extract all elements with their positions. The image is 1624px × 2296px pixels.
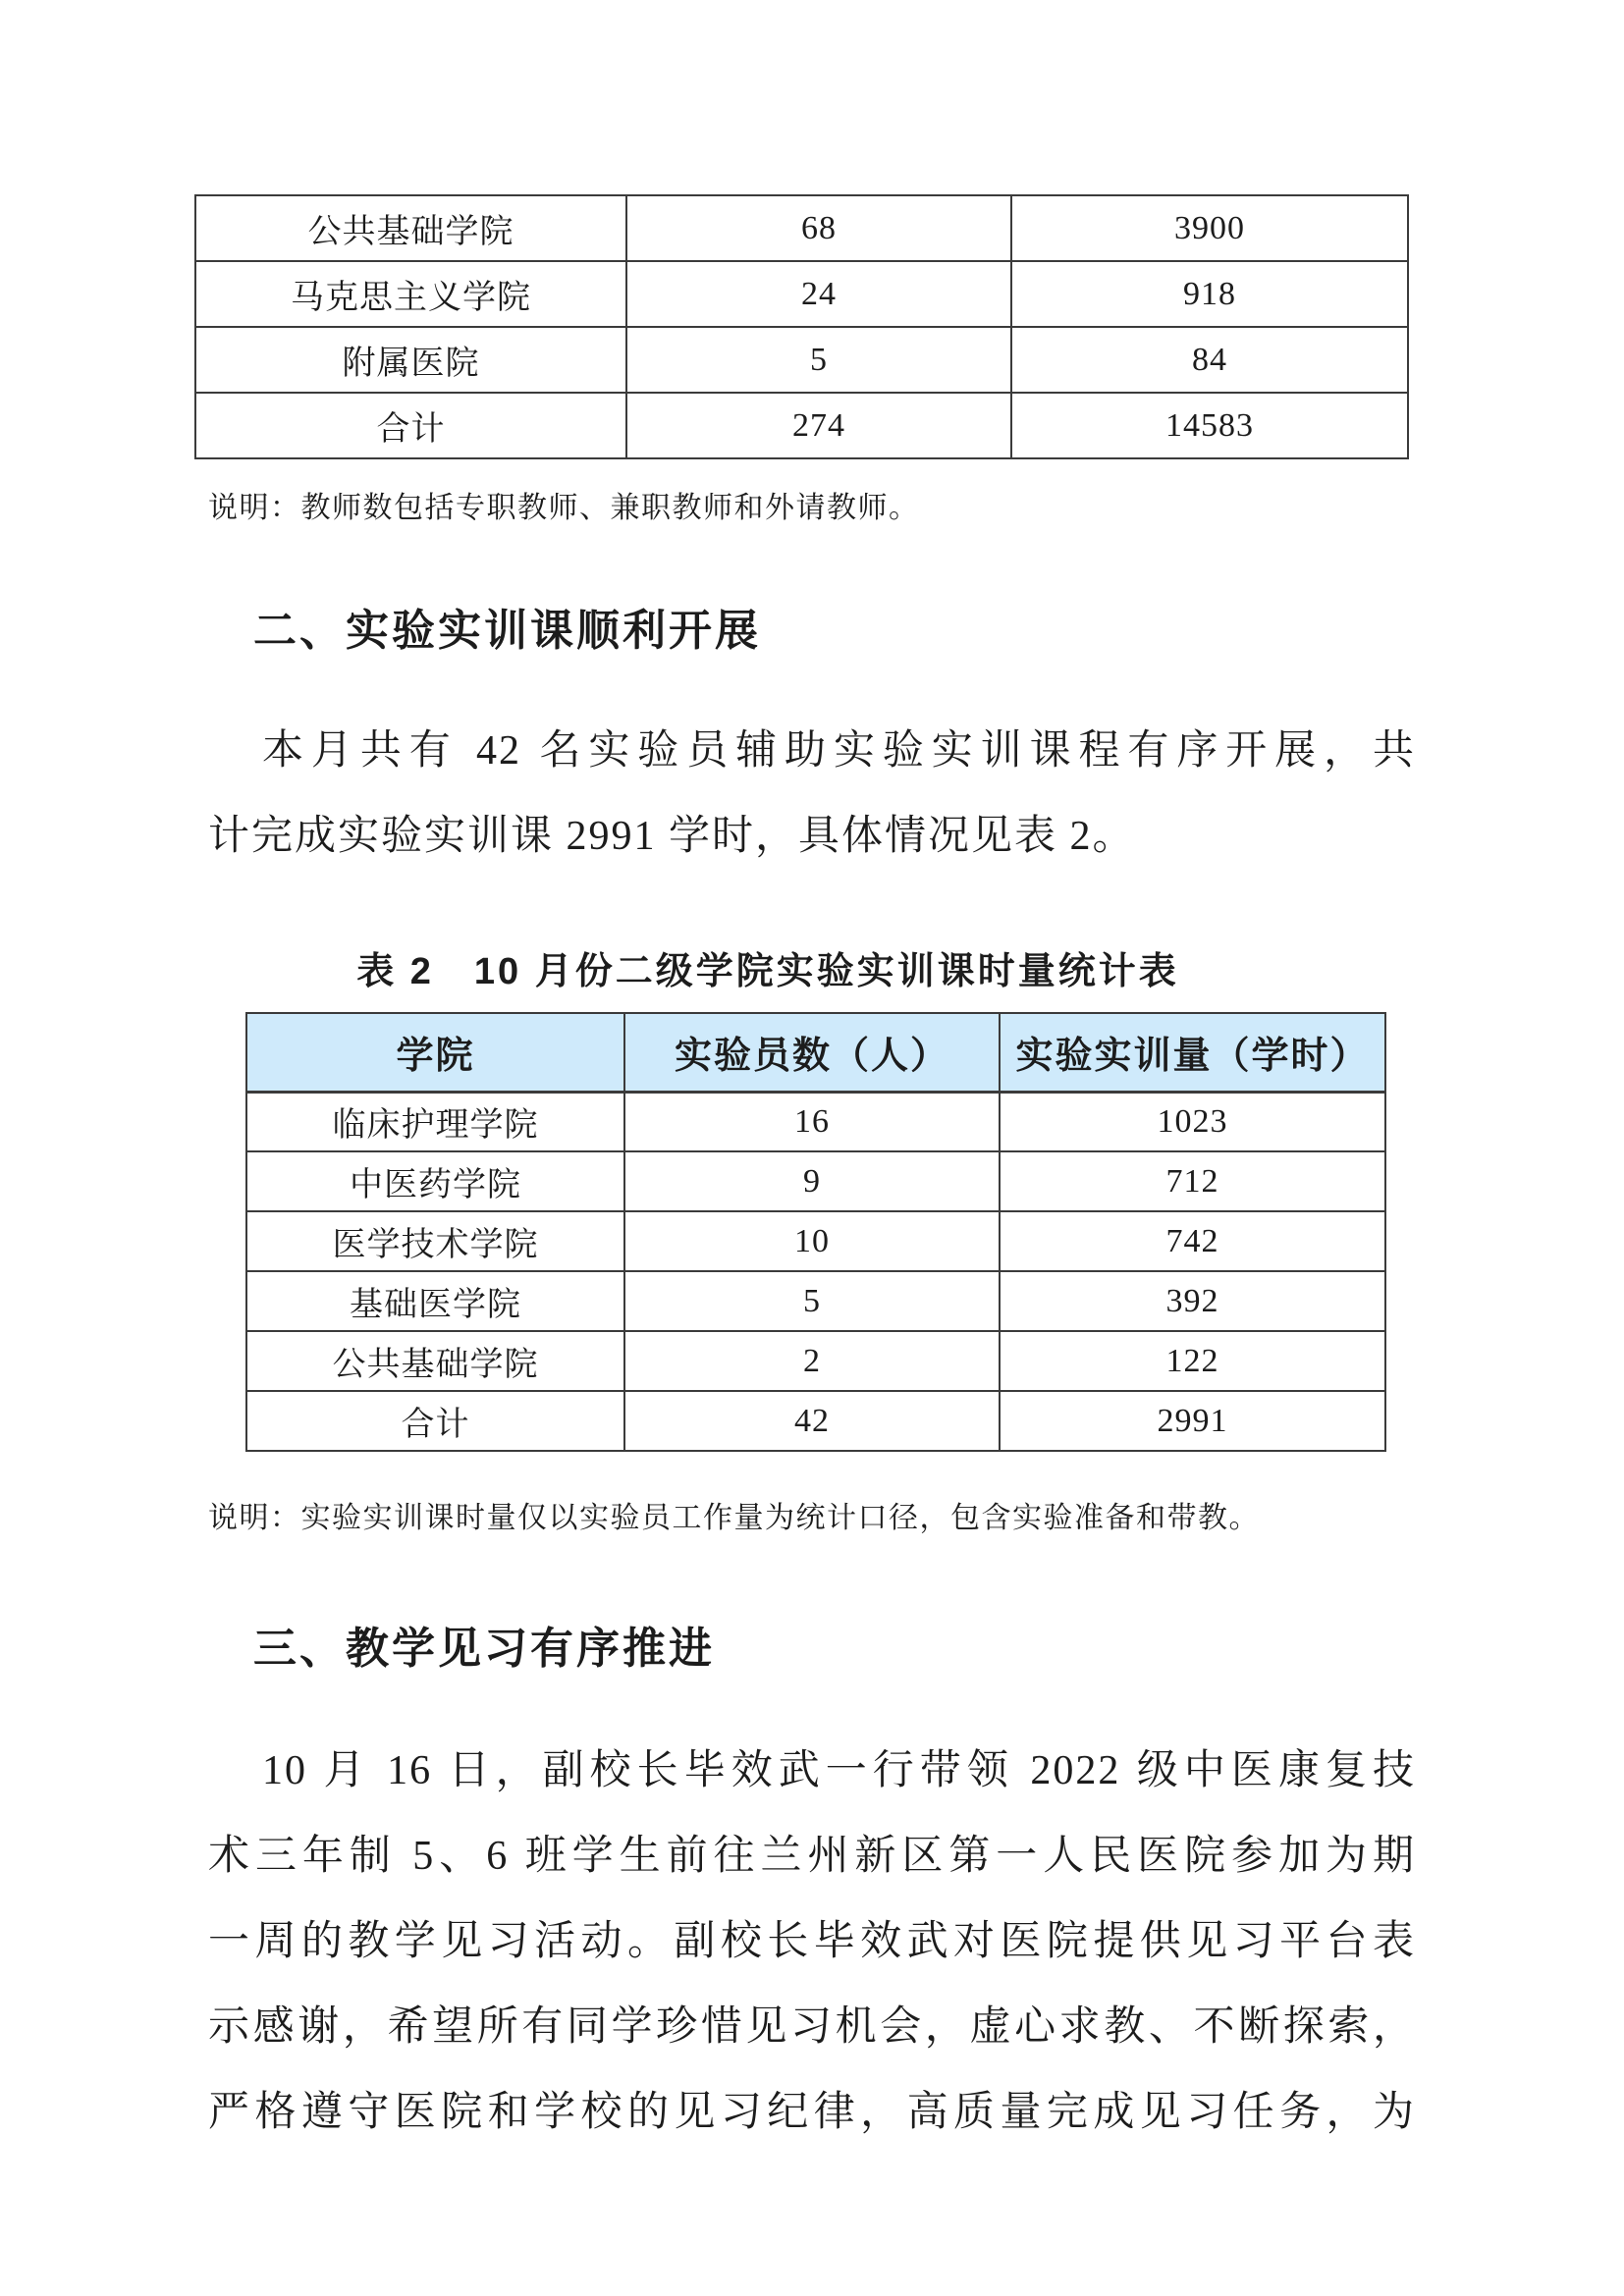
table-row [195, 195, 1408, 261]
cell-training-hours: 712 [1000, 1151, 1385, 1211]
cell-teacher-count: 274 [626, 393, 1011, 458]
cell-college: 公共基础学院 [246, 1331, 624, 1391]
cell-hours: 14583 [1011, 393, 1408, 458]
cell-staff-count: 5 [624, 1271, 1000, 1331]
cell-hours: 3900 [1011, 195, 1408, 261]
table-row [195, 261, 1408, 327]
cell-college: 附属医院 [195, 327, 626, 393]
paragraph-line: 一周的教学见习活动。副校长毕效武对医院提供见习平台表 [208, 1919, 1416, 1964]
table1-note: 说明：教师数包括专职教师、兼职教师和外请教师。 [208, 492, 920, 524]
cell-college: 中医药学院 [246, 1151, 624, 1211]
cell-college: 医学技术学院 [246, 1211, 624, 1271]
paragraph-line: 示感谢，希望所有同学珍惜见习机会，虚心求教、不断探索， [208, 2004, 1416, 2050]
cell-staff-count: 2 [624, 1331, 1000, 1391]
header-college: 学院 [246, 1013, 624, 1092]
paragraph-line: 10 月 16 日，副校长毕效武一行带领 2022 级中医康复技 [262, 1748, 1416, 1793]
table2-note: 说明：实验实训课时量仅以实验员工作量为统计口径，包含实验准备和带教。 [208, 1502, 1260, 1534]
cell-training-hours: 392 [1000, 1271, 1385, 1331]
table-experiment-stats [245, 1012, 1386, 1452]
cell-hours: 918 [1011, 261, 1408, 327]
section2-heading: 二、实验实训课顺利开展 [253, 607, 761, 655]
cell-college: 基础医学院 [246, 1271, 624, 1331]
section2-paragraph [208, 709, 1416, 880]
cell-staff-count: 42 [624, 1391, 1000, 1451]
cell-college: 合计 [246, 1391, 624, 1451]
cell-staff-count: 10 [624, 1211, 1000, 1271]
cell-training-hours: 122 [1000, 1331, 1385, 1391]
paragraph-line: 本月共有 42 名实验员辅助实验实训课程有序开展，共 [262, 728, 1416, 774]
section3-heading: 三、教学见习有序推进 [253, 1625, 715, 1673]
cell-college: 临床护理学院 [246, 1092, 624, 1151]
table-header-row [246, 1013, 1385, 1092]
paragraph-line: 严格遵守医院和学校的见习纪律，高质量完成见习任务，为 [208, 2090, 1416, 2135]
header-training-hours: 实验实训量（学时） [1000, 1013, 1385, 1092]
table-row [246, 1331, 1385, 1391]
cell-college: 马克思主义学院 [195, 261, 626, 327]
table-row [246, 1271, 1385, 1331]
cell-hours: 84 [1011, 327, 1408, 393]
cell-training-hours: 742 [1000, 1211, 1385, 1271]
table-row [246, 1151, 1385, 1211]
cell-college: 合计 [195, 393, 626, 458]
paragraph-line: 术三年制 5、6 班学生前往兰州新区第一人民医院参加为期 [208, 1834, 1416, 1879]
table-row-total [246, 1391, 1385, 1451]
cell-college: 公共基础学院 [195, 195, 626, 261]
cell-teacher-count: 5 [626, 327, 1011, 393]
table-row [195, 327, 1408, 393]
cell-staff-count: 16 [624, 1092, 1000, 1151]
cell-training-hours: 1023 [1000, 1092, 1385, 1151]
table-row-total [195, 393, 1408, 458]
table2-caption: 表 2 10 月份二级学院实验实训课时量统计表 [356, 951, 1179, 992]
paragraph-line: 计完成实验实训课 2991 学时，具体情况见表 2。 [208, 814, 1136, 859]
table-teacher-stats [194, 194, 1409, 459]
cell-training-hours: 2991 [1000, 1391, 1385, 1451]
cell-teacher-count: 68 [626, 195, 1011, 261]
cell-staff-count: 9 [624, 1151, 1000, 1211]
table-row [246, 1092, 1385, 1151]
header-staff-count: 实验员数（人） [624, 1013, 1000, 1092]
table-row [246, 1211, 1385, 1271]
cell-teacher-count: 24 [626, 261, 1011, 327]
section3-paragraph [208, 1729, 1416, 2156]
